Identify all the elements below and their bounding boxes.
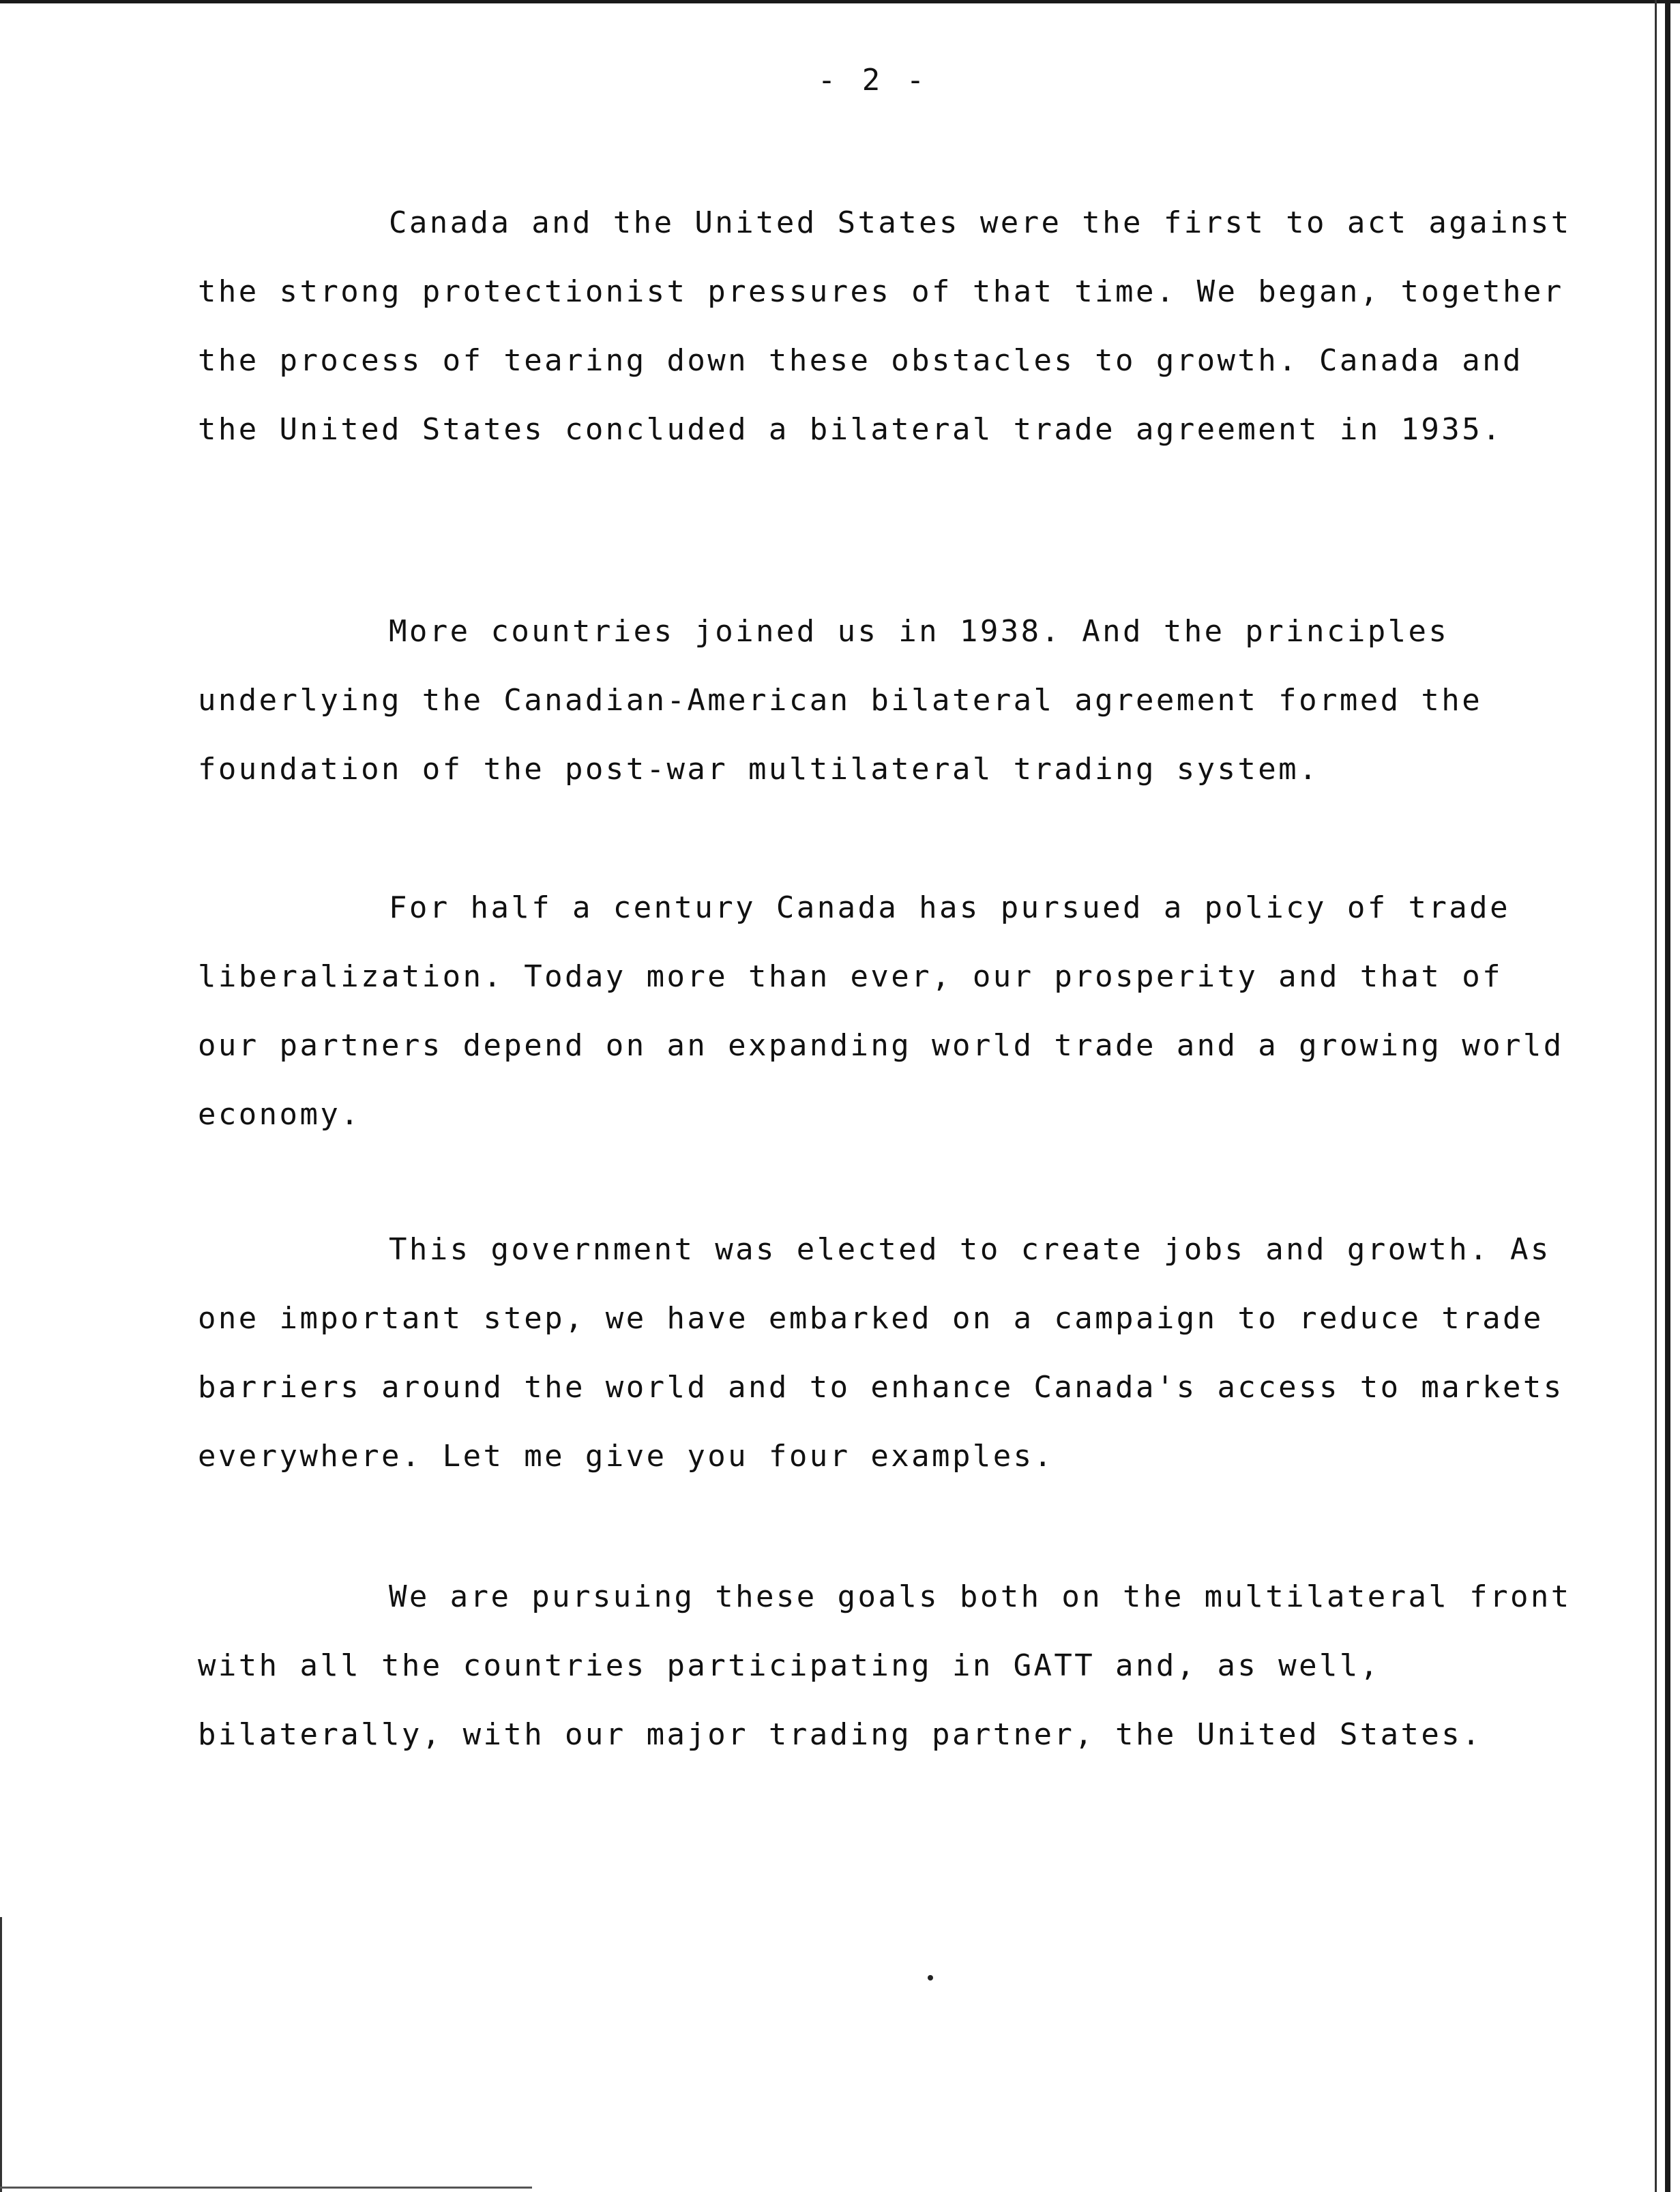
paragraph: Canada and the United States were the first to act against the strong protectionist pressures of that time. We began, together the process of tearing down these obstacles to growth. Canada and the United States concluded a bilateral trade agreement in 1935. xyxy=(198,205,1572,447)
paragraph: We are pursuing these goals both on the multilateral front with all the countries participating in GATT and, as well, bilaterally, with our major trading partner, the United States. xyxy=(198,1579,1572,1752)
scan-bottom-edge xyxy=(0,2187,532,2189)
paragraph: For half a century Canada has pursued a policy of trade liberalization. Today more than ever, our prosperity and that of our partners depend on an expanding world trade and a growing world economy. xyxy=(198,890,1564,1132)
scan-right-edge-inner xyxy=(1655,0,1657,2192)
scan-left-edge xyxy=(0,1917,2,2192)
page-number: - 2 - xyxy=(817,63,929,98)
scan-right-edge xyxy=(1665,0,1670,2192)
paragraph: This government was elected to create jobs and growth. As one important step, we have embarked on a campaign to reduce trade barriers around the world and to enhance Canada's access to markets everywhere. Let me give you four examples. xyxy=(198,1232,1564,1474)
scan-speck xyxy=(928,1975,933,1981)
paragraph: More countries joined us in 1938. And the principles underlying the Canadian-American bilateral agreement formed the foundation of the post-war multilateral trading system. xyxy=(198,614,1483,787)
scan-top-edge xyxy=(0,0,1680,3)
